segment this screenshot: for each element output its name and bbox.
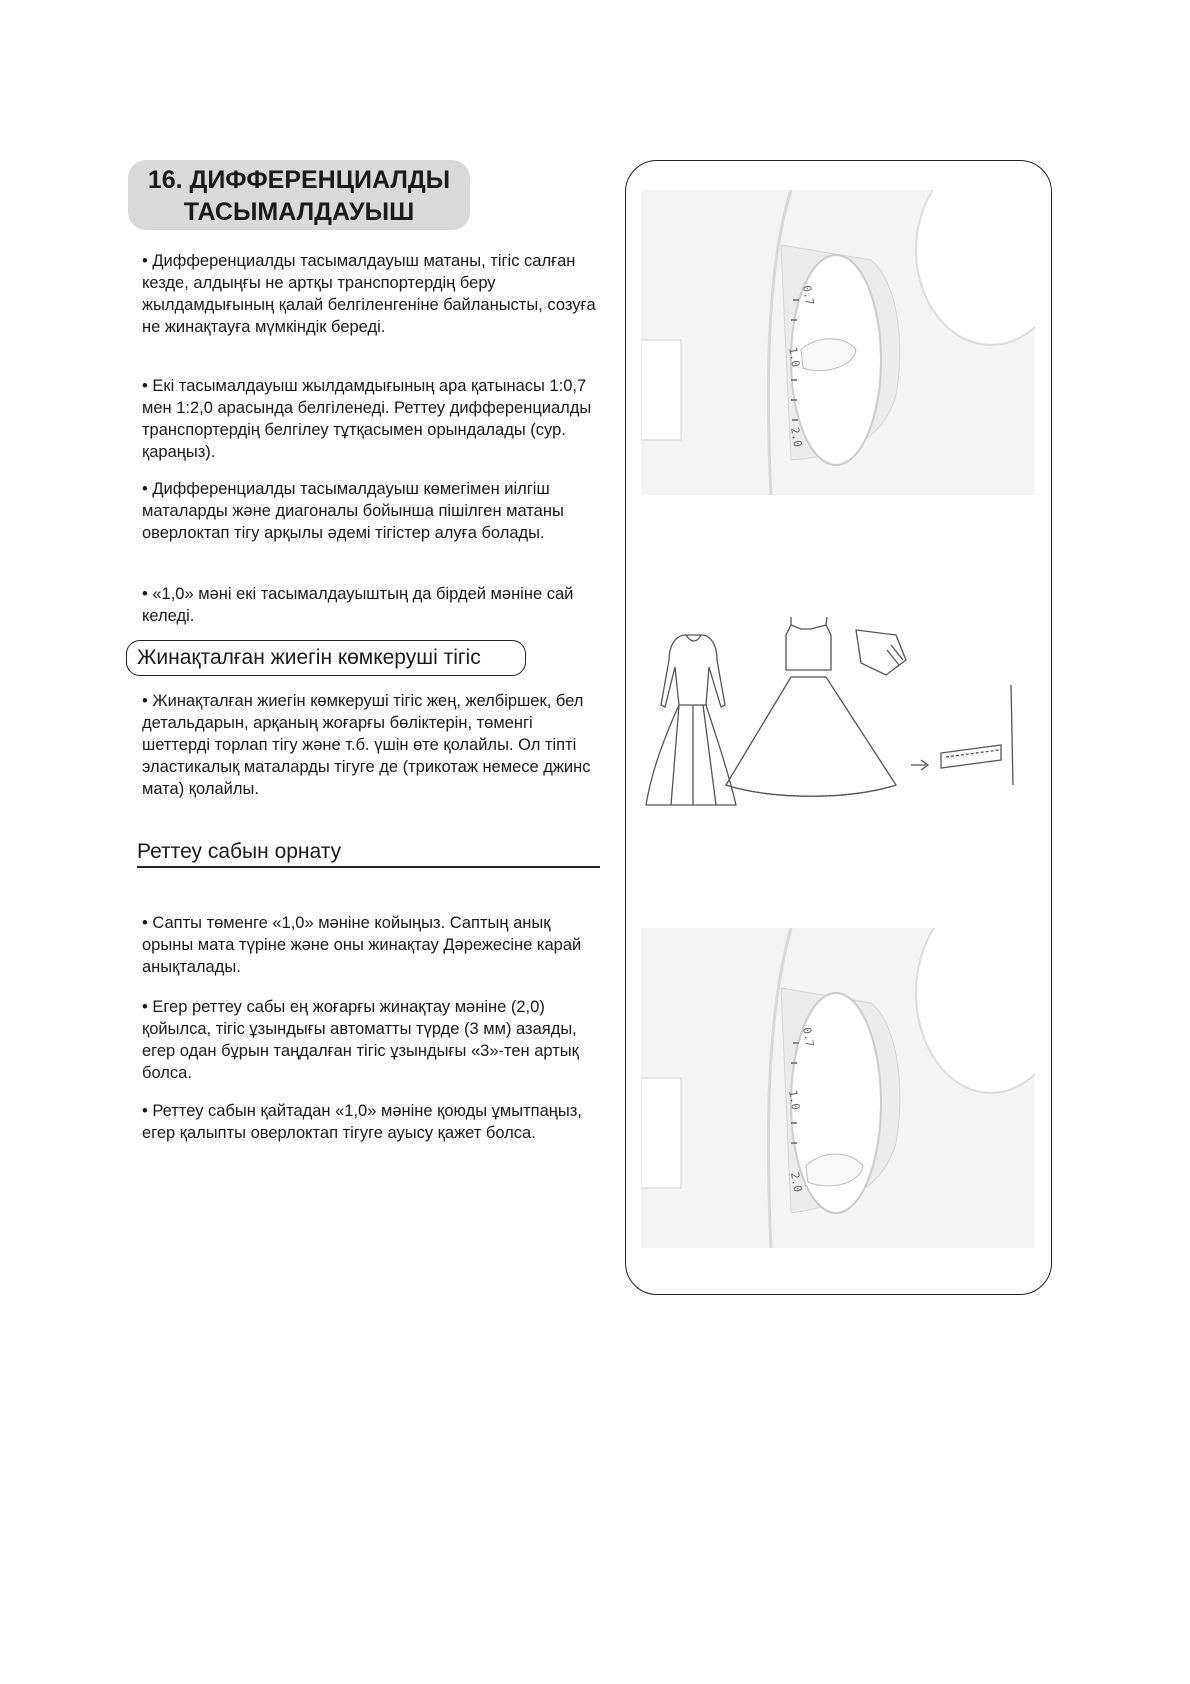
section-title-line2: ТАСЫМАЛДАУЫШ [183,198,415,226]
paragraph-intro: • Дифференциалды тасымалдауыш матаны, тігіс салған кезде, алдыңғы не артқы транспортердің беру жылдамдығының қалай белгіленгеніне байланысты, созуға не жинақтауға мүмкіндік береді. [142,252,596,336]
paragraph-lever-max: • Егер реттеу сабы ең жоғарғы жинақтау мәніне (2,0) қойылса, тігіс ұзындығы автоматты түрде (3 мм) азаяды, егер одан бұрын таңдалған тігіс ұзындығы «3»-тен артық болса. [142,998,579,1082]
paragraph-lever-reset: • Реттеу сабын қайтадан «1,0» мәніне қоюды ұмытпаңыз, егер қалыпты оверлоктап тігуге ауысу қажет болса. [142,1102,582,1142]
section-title-line1: 16. ДИФФЕРЕНЦИАЛДЫ [147,166,451,194]
dial-mark-bottom-1: 0.7 [800,1026,817,1049]
dial-photo-top [641,190,1035,495]
subsection-lever-title: Реттеу сабын орнату [137,838,600,868]
dial-mark-bottom-3: 2.0 [788,1171,805,1194]
dial-photo-bottom [641,928,1035,1248]
dial-mark-top-2: 1.0 [786,346,803,369]
dial-mark-top-3: 2.0 [788,426,805,449]
dial-mark-top-1: 0.7 [800,284,817,307]
garment-illustration [641,605,1035,815]
paragraph-gathered-edge: • Жинақталған жиегін көмкеруші тігіс жең, желбіршек, бел детальдарын, арқаның жоғарғы бөліктерін, төменгі шеттерді торлап тігу және т.б. үшін өте қолайлы. Ол тіпті эластикалық маталарды тігуге де (трикотаж немесе джинс мата) қолайлы. [142,692,591,798]
paragraph-lever-set: • Сапты төменге «1,0» мәніне койыңыз. Саптың анық орыны мата түріне және оны жинақтау Дәрежесіне карай анықталады. [142,914,582,976]
dial-mark-bottom-2: 1.0 [786,1089,803,1112]
paragraph-ratio: • Екі тасымалдауыш жылдамдығының ара қатынасы 1:0,7 мен 1:2,0 арасында белгіленеді. Реттеу дифференциалды транспортердің белгілеу тұтқасымен орындалады (сур. қараңыз). [142,377,592,461]
paragraph-seams: • Дифференциалды тасымалдауыш көмегімен иілгіш маталарды және диагоналы бойынша пішілген матаны оверлоктап тігу арқылы әдемі тігістер алуға болады. [142,480,564,542]
paragraph-value-note: • «1,0» мәні екі тасымалдауыштың да бірдей мәніне сай келеді. [142,585,574,625]
section-title [128,160,470,230]
subsection-gathered-edge-title: Жинақталған жиегін көмкеруші тігіс [126,640,526,676]
